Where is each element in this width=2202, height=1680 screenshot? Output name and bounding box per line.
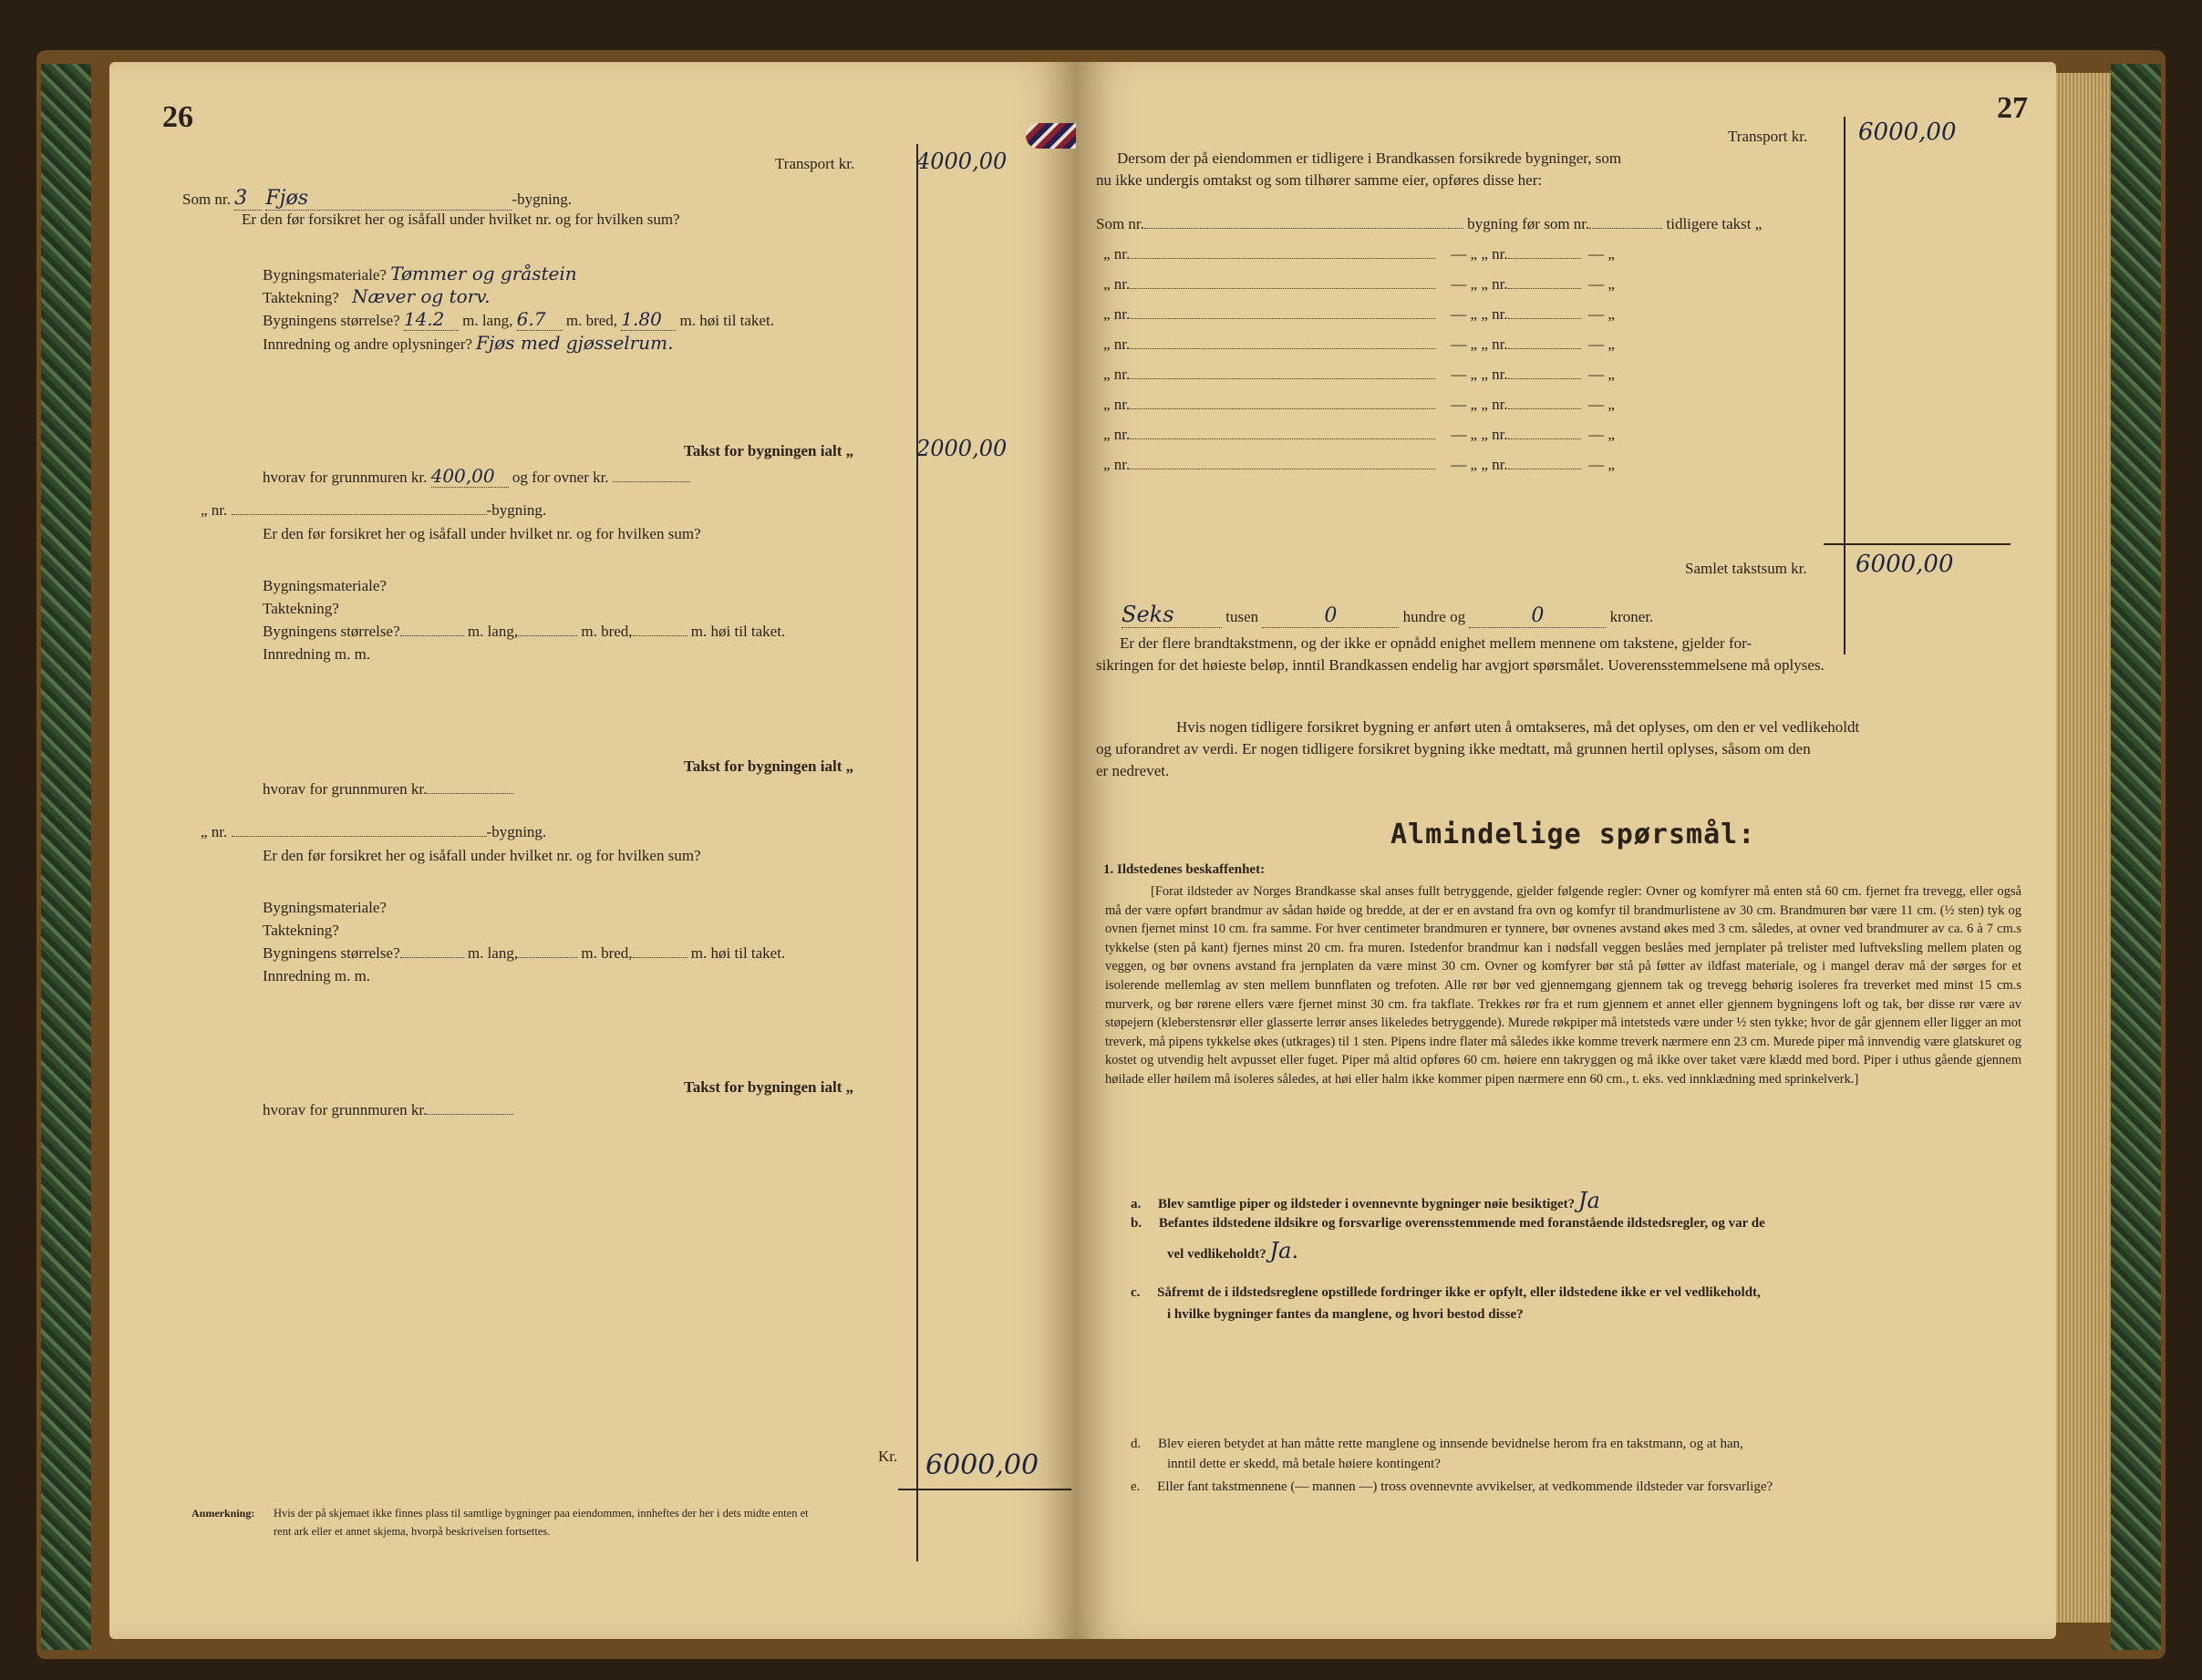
qa-letter: a. [1131, 1197, 1142, 1211]
b1-name-value: Fjøs [265, 187, 512, 211]
qb-row-2 [1167, 1238, 1298, 1263]
prev-row: „ nr. — „ „ nr. — „ [1103, 426, 1615, 443]
para2-line-3: er nedrevet. [1096, 762, 1170, 779]
qb-text-1: Befantes ildstedene ildsikre og forsvarlige overensstemmende med foranstående ildstedsregler, og var de [1158, 1216, 1765, 1231]
tusen-label: tusen [1225, 608, 1259, 625]
total-value: 6000,00 [925, 1449, 1039, 1481]
qc-row-1 [1131, 1285, 1761, 1301]
b3-takst-label: Takst for bygningen ialt „ [684, 1078, 854, 1096]
b1-lang-label: m. lang, [462, 312, 513, 329]
qe-letter: e. [1131, 1479, 1141, 1494]
right-page-stack [2056, 73, 2111, 1623]
b1-size-row [263, 308, 774, 331]
qa-answer: Ja [1577, 1188, 1600, 1213]
b1-size-label: Bygningens størrelse? [263, 312, 400, 329]
b1-hoi-label: m. høi til taket. [679, 312, 774, 329]
b2-material-label: Bygningsmateriale? [263, 577, 387, 594]
samlet-rule [1824, 543, 2011, 545]
b2-nr-row [201, 501, 546, 520]
prev-row: „ nr. — „ „ nr. — „ [1103, 366, 1615, 383]
para1-line-1: Er der flere brandtakstmenn, og der ikke er opnådd enighet mellem mennene om takstene, gjelder for- [1120, 634, 1752, 652]
b1-roof-value: Næver og torv. [352, 285, 491, 307]
qd-row-1 [1131, 1437, 1743, 1452]
b2-foundation-row [263, 780, 513, 799]
b1-som-nr-row [182, 187, 572, 211]
total-rule [898, 1489, 1071, 1490]
note-label: Anmerkning: [191, 1507, 255, 1520]
b3-hoi-label: m. høi til taket. [690, 944, 786, 962]
prev-som-nr-label: Som nr. [1096, 215, 1144, 232]
qb-row-1 [1131, 1216, 1765, 1232]
note-line-1: Hvis der på skjemaet ikke finnes plass til samtlige bygninger paa eiendommen, innheftes der her i dets midte enten et [274, 1507, 809, 1520]
qd-letter: d. [1131, 1437, 1142, 1451]
b3-question: Er den før forsikret her og isåfall under hvilket nr. og for hvilken sum? [263, 847, 701, 864]
kroner-label: kroner. [1609, 608, 1654, 625]
b2-bred-label: m. bred, [581, 623, 633, 640]
prev-row: „ nr. — „ „ nr. — „ [1103, 305, 1615, 323]
b3-nr-label: „ nr. [201, 823, 228, 840]
b3-lang-label: m. lang, [467, 944, 519, 962]
b1-interior-label: Innredning og andre oplysninger? [263, 335, 472, 353]
right-amount-rule [1844, 117, 1845, 654]
b1-foundation-value: 400,00 [431, 465, 509, 488]
section-heading: Almindelige spørsmål: [1390, 819, 1756, 850]
b1-takst-value: 2000,00 [916, 436, 1008, 461]
prev-row: „ nr. — „ „ nr. — „ [1103, 396, 1615, 413]
b1-width-value: 6.7 [517, 308, 563, 331]
para1-line-2: sikringen for det høieste beløp, inntil Brandkassen endelig har avgjort spørsmålet. Uoverensstemmelsene må oplyses. [1096, 656, 1825, 674]
right-marbled-edge [2111, 64, 2161, 1650]
qc-text-1: Såfremt de i ildstedsreglene opstillede fordringer ikke er opfylt, eller ildstedene ikke er vel vedlikeholdt, [1157, 1285, 1761, 1300]
prev-row: „ nr. — „ „ nr. — „ [1103, 335, 1615, 353]
b2-takst-label: Takst for bygningen ialt „ [684, 758, 854, 775]
words-value: Seks [1122, 602, 1222, 628]
b1-som-nr-label: Som nr. [182, 191, 231, 208]
b3-nr-row [201, 823, 546, 841]
b1-roof-label: Taktekning? [263, 289, 339, 306]
total-label: Kr. [878, 1448, 898, 1465]
qa-text: Blev samtlige piper og ildsteder i ovennevnte bygninger nøie besiktiget? [1158, 1197, 1576, 1211]
qb-text-2: vel vedlikeholdt? [1167, 1247, 1266, 1262]
b1-interior-value: Fjøs med gjøsselrum. [476, 332, 674, 354]
para2-line-2: og uforandret av verdi. Er nogen tidligere forsikret bygning ikke medtatt, må grunnen hertil oplyses, såsom om den [1096, 740, 1811, 758]
right-page [1076, 62, 2056, 1639]
kroner-value: 0 [1469, 604, 1606, 628]
page-number-right: 27 [1997, 91, 2028, 125]
b1-bred-label: m. bred, [565, 312, 618, 329]
left-page [109, 62, 1076, 1639]
prev-row: „ nr. — „ „ nr. — „ [1103, 275, 1615, 293]
samlet-value: 6000,00 [1856, 551, 1954, 578]
b3-foundation-row [263, 1101, 513, 1119]
fire-rules-text: [Forat ildsteder av Norges Brandkasse skal anses fullt betryggende, gjelder følgende regler: Ovner og komfyrer må enten stå 60 cm. fjernet fra trevegg, eller også må der være opført brandmur av sådan høide og bredde, at der er en avstand fra ovn og komfyr til brandmurlistene av 30 cm. Brandmuren bør være 11 cm. (½ sten) tyk og ovnen fjernet minst 10 cm. fra samme. For hver centimeter brandmuren er tynnere, bør ovnenes avstand økes med 3 cm. således, at ovner ved brandmurer av ca. 6 à 7 cm.s tykkelse (sten på kant) fjernes minst 20 cm. fra muren. Istedenfor brandmur kan i nødsfall veggen beslåes med jernplater på trelister med luftveksling mellem platen og veggen, og bør ovnens avstand fra jernplaten da være minst 30 cm. Ovner og komfyrer bør stå på føtter av ildfast materiale, og i mangel derav må der sørges for et isolerende mellemlag av sten mellem bunnflaten og trefoten. Alle rør bør ved gjennemgang gjennem tak og trevegg behørig isoleres fra treverket med minst 15 cm.s murverk, og bør rørene ellers være fjernet minst 30 cm. fra takflate. Trekkes rør fra et rum gjennem et annet eller gjennem bygningens loft og tak, bør disse rør være av støpejern (kleberstensrør eller glasserte lerrør anses likeledes betryggende). Murede røkpiper må intetsteds være under ½ sten tykke; hvor de går gjennem eller ligger an mot treverk, må pipens tykkelse økes (utkrages) til 1 sten. Pipens indre flater må således ikke komme treverk nærmere enn 23 cm. Murede piper må innvendig være glatskuret og kostet og utvendig helt avpusset eller fuget. Piper må altid opføres 60 cm. høiere enn takryggen og må ikke over taket være klædd med bord. Piper i uthus gående gjennem høilade eller høilem må isoleres således, at høi eller halm ikke kommer pipen nærmere enn 60 cm., t. eks. ved innklædning med sprinkelverk.] [1105, 884, 2021, 1087]
qb-letter: b. [1131, 1216, 1142, 1231]
b2-size-label: Bygningens størrelse? [263, 623, 400, 640]
b2-nr-label: „ nr. [201, 501, 228, 519]
b2-hoi-label: m. høi til taket. [690, 623, 786, 640]
b1-material-row [263, 263, 577, 284]
prev-row: „ nr. — „ „ nr. — „ [1103, 456, 1615, 473]
b3-bred-label: m. bred, [581, 944, 633, 962]
qc-letter: c. [1131, 1285, 1141, 1300]
qa-row [1131, 1188, 1600, 1213]
b2-hvorav-label: hvorav for grunnmuren kr. [263, 780, 428, 798]
hundre-label: hundre og [1402, 608, 1466, 625]
b1-height-value: 1.80 [621, 308, 676, 331]
b1-takst-label: Takst for bygningen ialt „ [684, 442, 854, 459]
qd-text-1: Blev eieren betydet at han måtte rette manglene og innsende bevidnelse herom fra en takstmann, og at han, [1158, 1437, 1743, 1451]
page-number-left: 26 [162, 100, 193, 134]
samlet-label: Samlet takstsum kr. [1685, 560, 1807, 577]
b1-interior-row [263, 332, 673, 354]
q1-label: 1. Ildstedenes beskaffenhet: [1103, 862, 1266, 877]
b1-question: Er den før forsikret her og isåfall under hvilket nr. og for hvilken sum? [242, 211, 680, 228]
qe-row [1131, 1479, 1773, 1495]
intro-line-1: Dersom der på eiendommen er tidligere i Brandkassen forsikrede bygninger, som [1117, 149, 1622, 167]
b1-foundation-row [263, 465, 690, 488]
right-transport-label: Transport kr. [1728, 128, 1808, 145]
hundre-value: 0 [1262, 604, 1399, 628]
b1-ovner-label: og for ovner kr. [512, 469, 609, 486]
b2-interior-label: Innredning m. m. [263, 645, 371, 663]
qe-text: Eller fant takstmennene (— mannen —) tross ovennevnte avvikelser, at vedkommende ildsteder var forsvarlige? [1157, 1479, 1773, 1494]
b2-lang-label: m. lang, [467, 623, 519, 640]
prev-row: „ nr. — „ „ nr. — „ [1103, 245, 1615, 263]
prev-row-header [1096, 215, 1762, 233]
right-transport-value: 6000,00 [1858, 119, 1957, 146]
intro-line-2: nu ikke undergis omtakst og som tilhører samme eier, opføres disse her: [1096, 171, 1543, 189]
b3-size-row [263, 944, 785, 963]
b1-nr-value: 3 [234, 187, 262, 211]
left-marbled-edge [41, 64, 91, 1650]
transport-value: 4000,00 [916, 149, 1008, 174]
amount-in-words [1122, 602, 1653, 628]
b1-roof-row [263, 285, 491, 307]
b3-roof-label: Taktekning? [263, 922, 339, 939]
b3-bygning-suffix: -bygning. [486, 823, 547, 840]
para2-line-1: Hvis nogen tidligere forsikret bygning er anført uten å omtakseres, må det oplyses, om den er vel vedlikeholdt [1176, 718, 1860, 736]
b1-length-value: 14.2 [404, 308, 459, 331]
b1-material-label: Bygningsmateriale? [263, 266, 387, 283]
b2-bygning-suffix: -bygning. [486, 501, 547, 519]
b3-material-label: Bygningsmateriale? [263, 899, 387, 916]
b2-size-row [263, 623, 785, 641]
b1-bygning-suffix: -bygning. [512, 191, 573, 208]
note-line-2: rent ark eller et annet skjema, hvorpå beskrivelsen fortsettes. [274, 1525, 551, 1538]
qc-text-2: i hvilke bygninger fantes da manglene, og hvori bestod disse? [1167, 1307, 1524, 1322]
b2-question: Er den før forsikret her og isåfall under hvilket nr. og for hvilken sum? [263, 525, 701, 542]
qb-answer: Ja. [1269, 1238, 1299, 1263]
b3-hvorav-label: hvorav for grunnmuren kr. [263, 1101, 428, 1118]
transport-label: Transport kr. [775, 155, 855, 172]
prev-tidligere-label: tidligere takst „ [1666, 215, 1763, 232]
prev-bygning-for-label: bygning før som nr. [1467, 215, 1590, 232]
b3-interior-label: Innredning m. m. [263, 967, 371, 984]
b1-material-value: Tømmer og gråstein [390, 263, 577, 284]
amount-column-rule [916, 144, 918, 1561]
b2-roof-label: Taktekning? [263, 600, 339, 617]
b1-hvorav-label: hvorav for grunnmuren kr. [263, 469, 428, 486]
qd-text-2: inntil dette er skedd, må betale høiere kontingent? [1167, 1457, 1441, 1471]
b3-size-label: Bygningens størrelse? [263, 944, 400, 962]
